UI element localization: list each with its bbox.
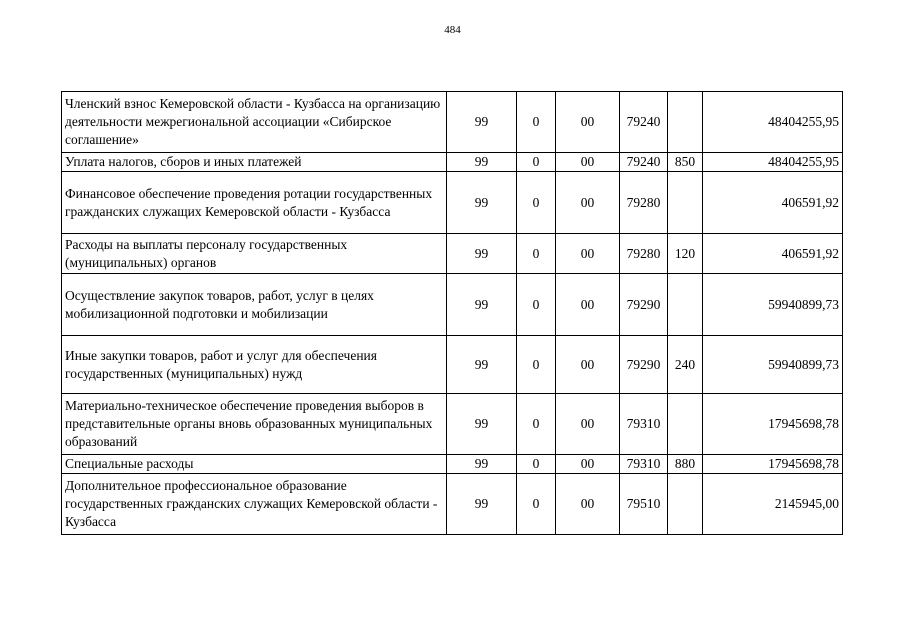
row-description: Иные закупки товаров, работ и услуг для обеспечения государственных (муниципальных) нужд bbox=[62, 336, 447, 394]
row-description: Уплата налогов, сборов и иных платежей bbox=[62, 153, 447, 172]
expense-type-code bbox=[668, 274, 703, 336]
direction-code: 00 bbox=[556, 336, 620, 394]
direction-code: 00 bbox=[556, 474, 620, 535]
amount: 48404255,95 bbox=[703, 153, 843, 172]
target-code: 79290 bbox=[620, 336, 668, 394]
target-code: 79310 bbox=[620, 394, 668, 455]
program-code: 99 bbox=[447, 336, 517, 394]
row-description: Осуществление закупок товаров, работ, услуг в целях мобилизационной подготовки и мобилизации bbox=[62, 274, 447, 336]
amount: 48404255,95 bbox=[703, 92, 843, 153]
page-number: 484 bbox=[444, 24, 461, 36]
amount: 17945698,78 bbox=[703, 394, 843, 455]
row-description: Дополнительное профессиональное образование государственных гражданских служащих Кемеровской области - Кузбасса bbox=[62, 474, 447, 535]
subprogram-code: 0 bbox=[517, 172, 556, 234]
target-code: 79240 bbox=[620, 92, 668, 153]
amount: 2145945,00 bbox=[703, 474, 843, 535]
table-row bbox=[62, 172, 843, 234]
amount: 17945698,78 bbox=[703, 455, 843, 474]
program-code: 99 bbox=[447, 153, 517, 172]
row-description: Членский взнос Кемеровской области - Кузбасса на организацию деятельности межрегиональной ассоциации «Сибирское соглашение» bbox=[62, 92, 447, 153]
direction-code: 00 bbox=[556, 153, 620, 172]
expense-type-code: 850 bbox=[668, 153, 703, 172]
amount: 406591,92 bbox=[703, 234, 843, 274]
expense-type-code: 120 bbox=[668, 234, 703, 274]
target-code: 79290 bbox=[620, 274, 668, 336]
expense-type-code: 880 bbox=[668, 455, 703, 474]
expense-type-code bbox=[668, 92, 703, 153]
direction-code: 00 bbox=[556, 394, 620, 455]
target-code: 79510 bbox=[620, 474, 668, 535]
row-description: Специальные расходы bbox=[62, 455, 447, 474]
expense-type-code bbox=[668, 474, 703, 535]
direction-code: 00 bbox=[556, 274, 620, 336]
expense-type-code: 240 bbox=[668, 336, 703, 394]
program-code: 99 bbox=[447, 474, 517, 535]
direction-code: 00 bbox=[556, 92, 620, 153]
program-code: 99 bbox=[447, 172, 517, 234]
table-row bbox=[62, 394, 843, 455]
program-code: 99 bbox=[447, 234, 517, 274]
subprogram-code: 0 bbox=[517, 394, 556, 455]
table-row bbox=[62, 92, 843, 153]
subprogram-code: 0 bbox=[517, 455, 556, 474]
program-code: 99 bbox=[447, 92, 517, 153]
amount: 59940899,73 bbox=[703, 274, 843, 336]
program-code: 99 bbox=[447, 455, 517, 474]
table-row bbox=[62, 455, 843, 474]
table-row bbox=[62, 234, 843, 274]
subprogram-code: 0 bbox=[517, 474, 556, 535]
row-description: Материально-техническое обеспечение проведения выборов в представительные органы вновь образованных муниципальных образований bbox=[62, 394, 447, 455]
budget-table bbox=[61, 91, 843, 535]
direction-code: 00 bbox=[556, 172, 620, 234]
direction-code: 00 bbox=[556, 234, 620, 274]
subprogram-code: 0 bbox=[517, 336, 556, 394]
target-code: 79240 bbox=[620, 153, 668, 172]
subprogram-code: 0 bbox=[517, 234, 556, 274]
program-code: 99 bbox=[447, 394, 517, 455]
target-code: 79310 bbox=[620, 455, 668, 474]
amount: 59940899,73 bbox=[703, 336, 843, 394]
table-row bbox=[62, 274, 843, 336]
expense-type-code bbox=[668, 172, 703, 234]
target-code: 79280 bbox=[620, 234, 668, 274]
target-code: 79280 bbox=[620, 172, 668, 234]
row-description: Расходы на выплаты персоналу государственных (муниципальных) органов bbox=[62, 234, 447, 274]
row-description: Финансовое обеспечение проведения ротации государственных гражданских служащих Кемеровской области - Кузбасса bbox=[62, 172, 447, 234]
table-row bbox=[62, 474, 843, 535]
subprogram-code: 0 bbox=[517, 92, 556, 153]
table-row bbox=[62, 336, 843, 394]
subprogram-code: 0 bbox=[517, 153, 556, 172]
program-code: 99 bbox=[447, 274, 517, 336]
expense-type-code bbox=[668, 394, 703, 455]
subprogram-code: 0 bbox=[517, 274, 556, 336]
amount: 406591,92 bbox=[703, 172, 843, 234]
direction-code: 00 bbox=[556, 455, 620, 474]
table-row bbox=[62, 153, 843, 172]
